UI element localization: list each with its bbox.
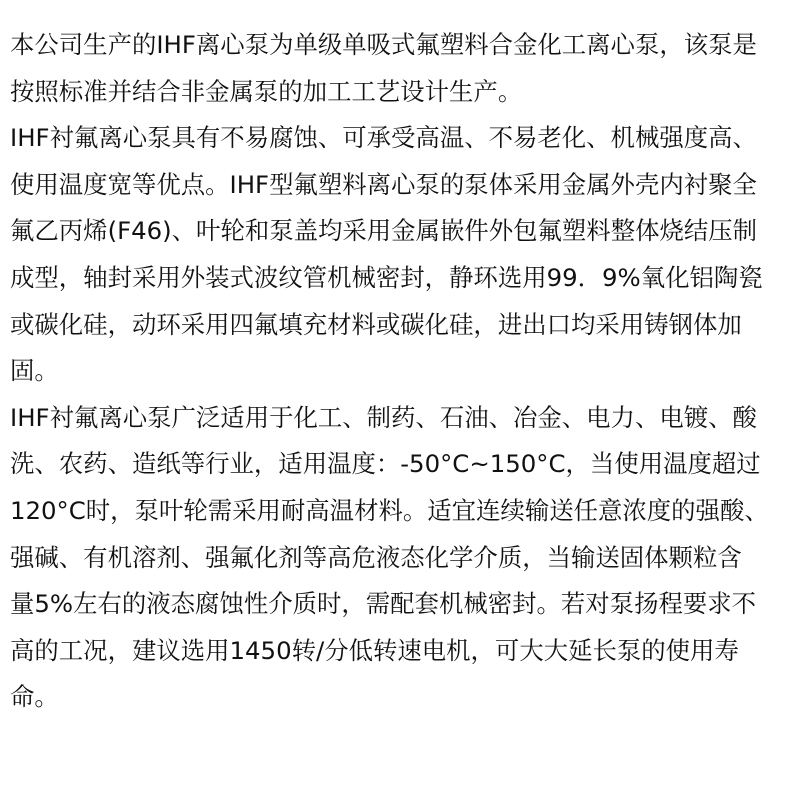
text-line: 量5%左右的液态腐蚀性介质时，需配套机械密封。若对泵扬程要求不 — [10, 589, 757, 619]
text-line: 或碳化硅，动环采用四氟填充材料或碳化硅，进出口均采用铸钢体加 — [10, 309, 742, 339]
paragraph-applications — [10, 395, 790, 721]
text-line: 本公司生产的IHF离心泵为单级单吸式氟塑料合金化工离心泵，该泵是 — [10, 30, 757, 59]
document-body — [10, 22, 790, 721]
text-line: 命。 — [10, 682, 59, 712]
text-line: 高的工况，建议选用1450转/分低转速电机，可大大延长泵的使用寿 — [10, 635, 739, 665]
text-line: 使用温度宽等优点。IHF型氟塑料离心泵的泵体采用金属外壳内衬聚全 — [10, 169, 757, 199]
text-line: 120°C时，泵叶轮需采用耐高温材料。适宜连续输送任意浓度的强酸、 — [10, 495, 769, 525]
paragraph-intro — [10, 22, 790, 115]
text-line: 成型，轴封采用外装式波纹管机械密封，静环选用99．9%氧化铝陶瓷 — [10, 262, 763, 292]
text-line: 固。 — [10, 356, 59, 386]
text-line: IHF衬氟离心泵具有不易腐蚀、可承受高温、不易老化、机械强度高、 — [10, 123, 757, 153]
paragraph-features — [10, 115, 790, 395]
text-line: 强碱、有机溶剂、强氟化剂等高危液态化学介质，当输送固体颗粒含 — [10, 542, 742, 572]
text-line: 洗、农药、造纸等行业，适用温度：-50°C~150°C，当使用温度超过 — [10, 449, 761, 479]
text-line: 按照标准并结合非金属泵的加工工艺设计生产。 — [10, 76, 523, 106]
text-line: 氟乙丙烯(F46)、叶轮和泵盖均采用金属嵌件外包氟塑料整体烧结压制 — [10, 216, 758, 246]
text-line: IHF衬氟离心泵广泛适用于化工、制药、石油、冶金、电力、电镀、酸 — [10, 402, 757, 432]
